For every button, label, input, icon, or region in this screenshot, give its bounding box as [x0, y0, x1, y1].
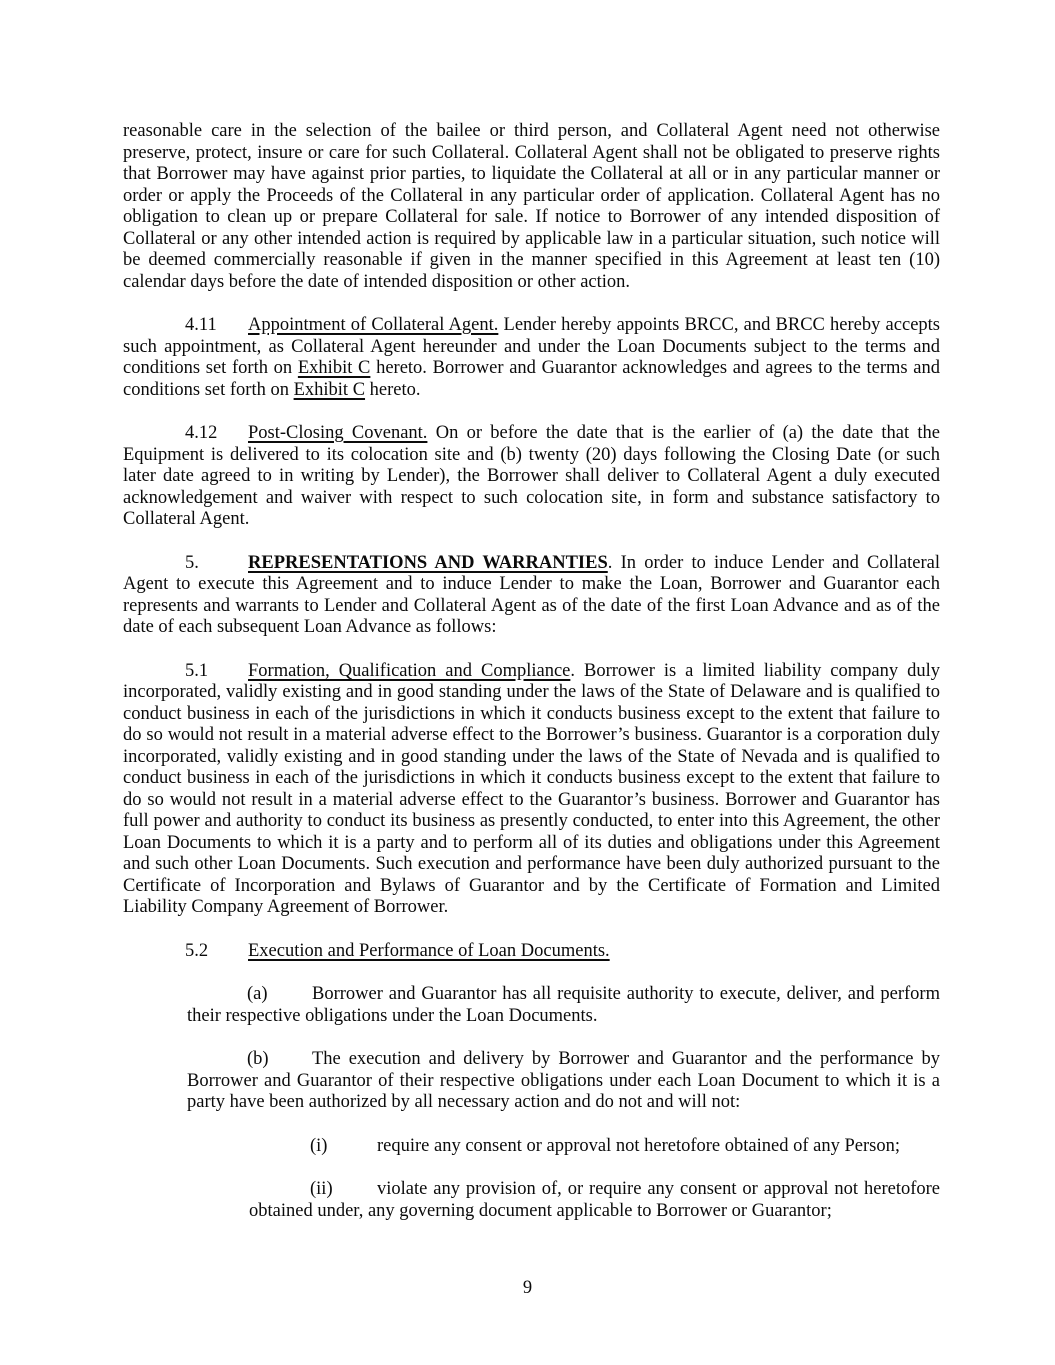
body-text: Lender hereby appoints BRCC, and BRCC hereby accepts such appointment, as Collateral Agent hereunder and under the Loan Documents subject to the terms and conditions set forth on	[123, 315, 940, 378]
section-number: 5.1	[185, 660, 209, 681]
body-text: . Borrower is a limited liability company duly incorporated, validly existing and in good standing under the laws of the State of Delaware and is qualified to conduct business in each of the jurisdictions in which it conducts business except to the extent that failure to do so would not result in a material adverse effect to the Borrower’s business. Guarantor is a corporation duly incorporated, validly existing and in good standing under the laws of the State of Nevada and is qualified to conduct business in each of the jurisdictions in which it conducts business except to the extent that failure to do so would not result in a material adverse effect to the Guarantor’s business. Borrower and Guarantor has full power and authority to conduct its business as presently conducted, to enter into this Agreement, the other Loan Documents to which it is a party and to perform all of its duties and obligations under this Agreement and such other Loan Documents. Such execution and performance have been duly authorized pursuant to the Certificate of Incorporation and Bylaws of Guarantor and by the Certificate of Formation and Limited Liability Company Agreement of Borrower.	[123, 660, 940, 917]
section-heading: Appointment of Collateral Agent.	[248, 315, 499, 335]
body-text: require any consent or approval not heretofore obtained of any Person;	[377, 1135, 900, 1156]
section-heading: Execution and Performance of Loan Documents.	[248, 940, 610, 961]
paragraph-section-5	[123, 553, 940, 639]
paragraph-item-ii	[249, 1179, 940, 1222]
section-heading: Post-Closing Covenant.	[248, 423, 428, 443]
item-label: (ii)	[310, 1179, 333, 1199]
paragraph-continuation	[123, 121, 940, 293]
paragraph-section-5-2	[123, 941, 940, 963]
section-heading: REPRESENTATIONS AND WARRANTIES	[248, 552, 608, 573]
page-footer	[0, 1278, 1055, 1300]
exhibit-c-reference: Exhibit C	[297, 358, 371, 378]
section-number: 4.11	[185, 315, 217, 335]
body-text: reasonable care in the selection of the bailee or third person, and Collateral Agent need not otherwise preserve, protect, insure or care for such Collateral. Collateral Agent shall not be obligated to preserve rights that Borrower may have against prior parties, to liquidate the Collateral at all or in any particular manner or order or apply the Proceeds of the Collateral in any particular order of application. Collateral Agent has no obligation to clean up or prepare Collateral for sale. If notice to Borrower of any intended disposition of Collateral or any other intended action is required by applicable law in a particular situation, such notice will be deemed commercially reasonable if given in the manner specified in this Agreement at least ten (10) calendar days before the date of intended disposition or other action.	[123, 121, 940, 292]
section-heading: Formation, Qualification and Compliance	[248, 660, 571, 681]
page-number: 9	[522, 1278, 533, 1298]
paragraph-section-4-11	[123, 315, 940, 401]
item-label: (b)	[247, 1049, 269, 1069]
document-body	[123, 121, 940, 1244]
paragraph-section-4-12	[123, 423, 940, 531]
paragraph-item-i	[249, 1136, 940, 1158]
paragraph-section-5-1	[123, 661, 940, 919]
body-text: Borrower and Guarantor has all requisite authority to execute, deliver, and perform their respective obligations under the Loan Documents.	[187, 984, 940, 1026]
section-number: 4.12	[185, 423, 218, 443]
item-label: (i)	[310, 1135, 328, 1156]
section-number: 5.2	[185, 940, 209, 961]
paragraph-item-a	[187, 984, 940, 1027]
body-text: The execution and delivery by Borrower and Guarantor and the performance by Borrower and Guarantor of their respective obligations under each Loan Document to which it is a party have been authorized by all necessary action and do not and will not:	[187, 1049, 940, 1112]
body-text: violate any provision of, or require any consent or approval not heretofore obtained under, any governing document applicable to Borrower or Guarantor;	[249, 1179, 940, 1221]
exhibit-c-reference: Exhibit C	[293, 379, 366, 400]
item-label: (a)	[247, 984, 268, 1004]
body-text: On or before the date that is the earlier of (a) the date that the Equipment is delivered to its colocation site and (b) twenty (20) days following the Closing Date (or such later date agreed to in writing by Lender), the Borrower shall deliver to Collateral Agent a duly executed acknowledgement and waiver with respect to such colocation site, in form and substance satisfactory to Collateral Agent.	[123, 423, 940, 529]
body-text: hereto. Borrower and Guarantor acknowledges and agrees to the terms and conditions set forth on	[123, 358, 941, 400]
paragraph-item-b	[187, 1049, 940, 1114]
body-text: . In order to induce Lender and Collateral Agent to execute this Agreement and to induce Lender to make the Loan, Borrower and Guarantor each represents and warrants to Lender and Collateral Agent as of the date of the first Loan Advance and as of the date of each subsequent Loan Advance as follows:	[123, 552, 940, 637]
section-number: 5.	[185, 552, 199, 573]
body-text: hereto.	[365, 379, 421, 400]
